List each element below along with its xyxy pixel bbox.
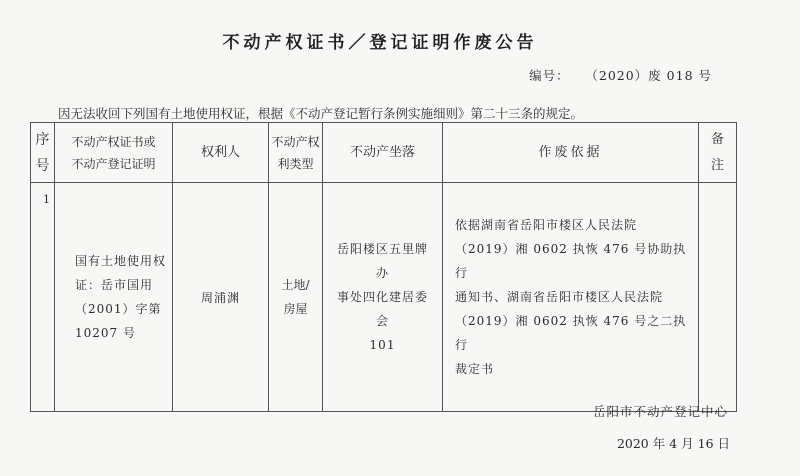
notice-table	[30, 122, 737, 412]
cell-remark	[699, 183, 737, 412]
table-header-row	[31, 123, 737, 183]
number-value: （2020）废 018 号	[591, 68, 712, 83]
header-basis: 作废依据	[443, 123, 699, 183]
cell-seq: 1	[31, 183, 55, 412]
cell-right-type: 土地/ 房屋	[269, 183, 323, 412]
header-location: 不动产坐落	[323, 123, 443, 183]
cell-holder: 周浦渊	[173, 183, 269, 412]
intro-text: 因无法收回下列国有土地使用权证，根据《不动产登记暂行条例实施细则》第二十三条的规定。	[58, 106, 584, 121]
header-right-type: 不动产权 利类型	[269, 123, 323, 183]
table-row	[31, 183, 737, 412]
header-certificate: 不动产权证书或 不动产登记证明	[55, 123, 173, 183]
header-holder: 权利人	[173, 123, 269, 183]
cell-location: 岳阳楼区五里牌办 事处四化建居委会 101	[323, 183, 443, 412]
cell-certificate: 国有土地使用权 证：岳市国用 （2001）字第 10207 号	[55, 183, 173, 412]
number-label: 编号：	[529, 68, 570, 83]
page-title: 不动产权证书／登记证明作废公告	[222, 33, 538, 53]
document-number	[529, 66, 712, 84]
header-remark: 备注	[699, 123, 737, 183]
header-seq: 序号	[31, 123, 55, 183]
cell-basis: 依据湖南省岳阳市楼区人民法院 （2019）湘 0602 执恢 476 号协助执行 通知书、湖南省岳阳市楼区人民法院 （2019）湘 0602 执恢 476 号之二执行 裁定书	[443, 183, 699, 412]
issuing-organization: 岳阳市不动产登记中心	[592, 404, 728, 419]
issue-date: 2020 年 4 月 16 日	[616, 436, 730, 451]
